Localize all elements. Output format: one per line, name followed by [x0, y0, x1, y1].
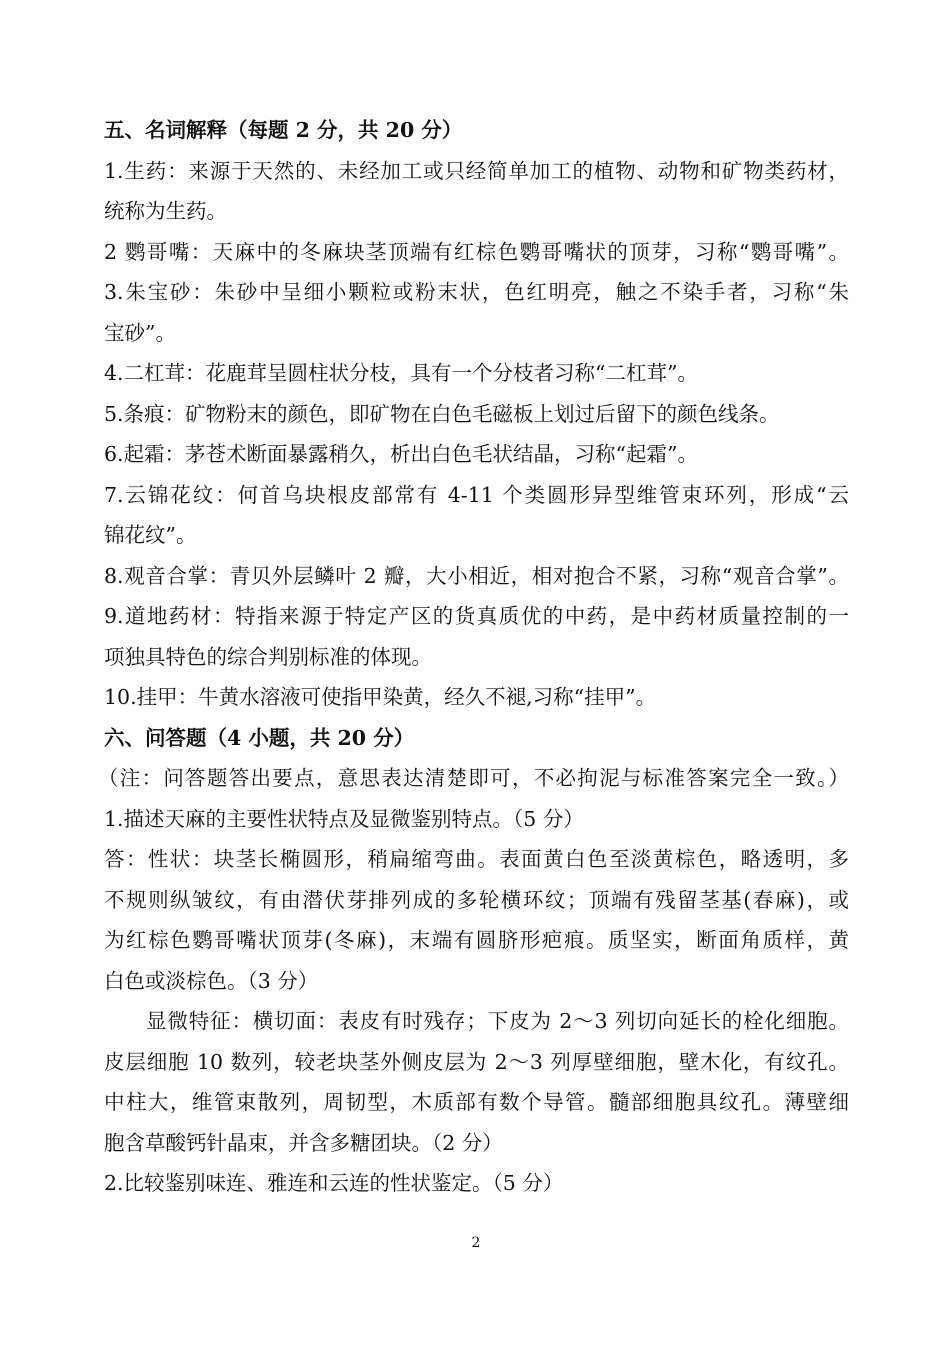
term-line: 4.二杠茸：花鹿茸呈圆柱状分枝，具有一个分枝者习称“二杠茸”。: [104, 361, 699, 385]
term-line: 5.条痕：矿物粉末的颜色，即矿物在白色毛磁板上划过后留下的颜色线条。: [104, 401, 780, 426]
term-line: 宝砂”。: [104, 320, 176, 345]
answer-line: 中柱大，维管束散列，周韧型，木质部有数个导管。髓部细胞具纹孔。薄壁细: [104, 1090, 849, 1114]
term-line: 10.挂甲：牛黄水溶液可使指甲染黄，经久不褪,习称“挂甲”。: [104, 685, 657, 709]
term-line: 8.观音合掌：青贝外层鳞叶 2 瓣，大小相近，相对抱合不紧，习称“观音合掌”。: [104, 563, 849, 588]
term-line: 锦花纹”。: [104, 523, 197, 547]
answer-line: 不规则纵皱纹，有由潜伏芽排列成的多轮横环纹；顶端有残留茎基(春麻)，或: [104, 887, 849, 912]
answer-line: 白色或淡棕色。（3 分）: [104, 968, 319, 993]
document-body: [98, 110, 849, 1204]
page-number: 2: [471, 1235, 481, 1251]
term-line: 项独具特色的综合判别标准的体现。: [104, 644, 432, 669]
answer-line: 显微特征：横切面：表皮有时残存；下皮为 2～3 列切向延长的栓化细胞。: [146, 1009, 849, 1033]
term-line: 3.朱宝砂：朱砂中呈细小颗粒或粉末状，色红明亮，触之不染手者，习称“朱: [104, 280, 849, 304]
answer-line: 为红棕色鹦哥嘴状顶芽(冬麻)，末端有圆脐形疤痕。质坚实，断面角质样，黄: [104, 928, 849, 952]
answer-line: 答：性状：块茎长椭圆形，稍扁缩弯曲。表面黄白色至淡黄棕色，略透明，多: [104, 847, 849, 871]
answer-line: 皮层细胞 10 数列，较老块茎外侧皮层为 2～3 列厚壁细胞，壁木化，有纹孔。: [104, 1049, 849, 1074]
section-heading-terms: 五、名词解释（每题 2 分，共 20 分）: [104, 118, 463, 142]
questions-note: （注：问答题答出要点，意思表达清楚即可，不必拘泥与标准答案完全一致。）: [98, 766, 849, 790]
answer-line: 胞含草酸钙针晶束，并含多糖团块。（2 分）: [104, 1130, 503, 1155]
term-line: 6.起霜：茅苍术断面暴露稍久，析出白色毛状结晶，习称“起霜”。: [104, 442, 699, 466]
term-line: 2 鹦哥嘴：天麻中的冬麻块茎顶端有红棕色鹦哥嘴状的顶芽，习称“鹦哥嘴”。: [104, 239, 849, 264]
term-line: 1.生药：来源于天然的、未经加工或只经简单加工的植物、动物和矿物类药材，: [104, 158, 849, 183]
term-line: 统称为生药。: [104, 199, 227, 223]
term-line: 7.云锦花纹：何首乌块根皮部常有 4-11 个类圆形异型维管束环列，形成“云: [104, 482, 849, 507]
question-2: 2.比较鉴别味连、雅连和云连的性状鉴定。（5 分）: [104, 1171, 564, 1195]
question-1: 1.描述天麻的主要性状特点及显微鉴别特点。（5 分）: [104, 806, 584, 831]
term-line: 9.道地药材：特指来源于特定产区的货真质优的中药，是中药材质量控制的一: [104, 604, 849, 628]
section-heading-questions: 六、问答题（4 小题，共 20 分）: [104, 725, 415, 750]
